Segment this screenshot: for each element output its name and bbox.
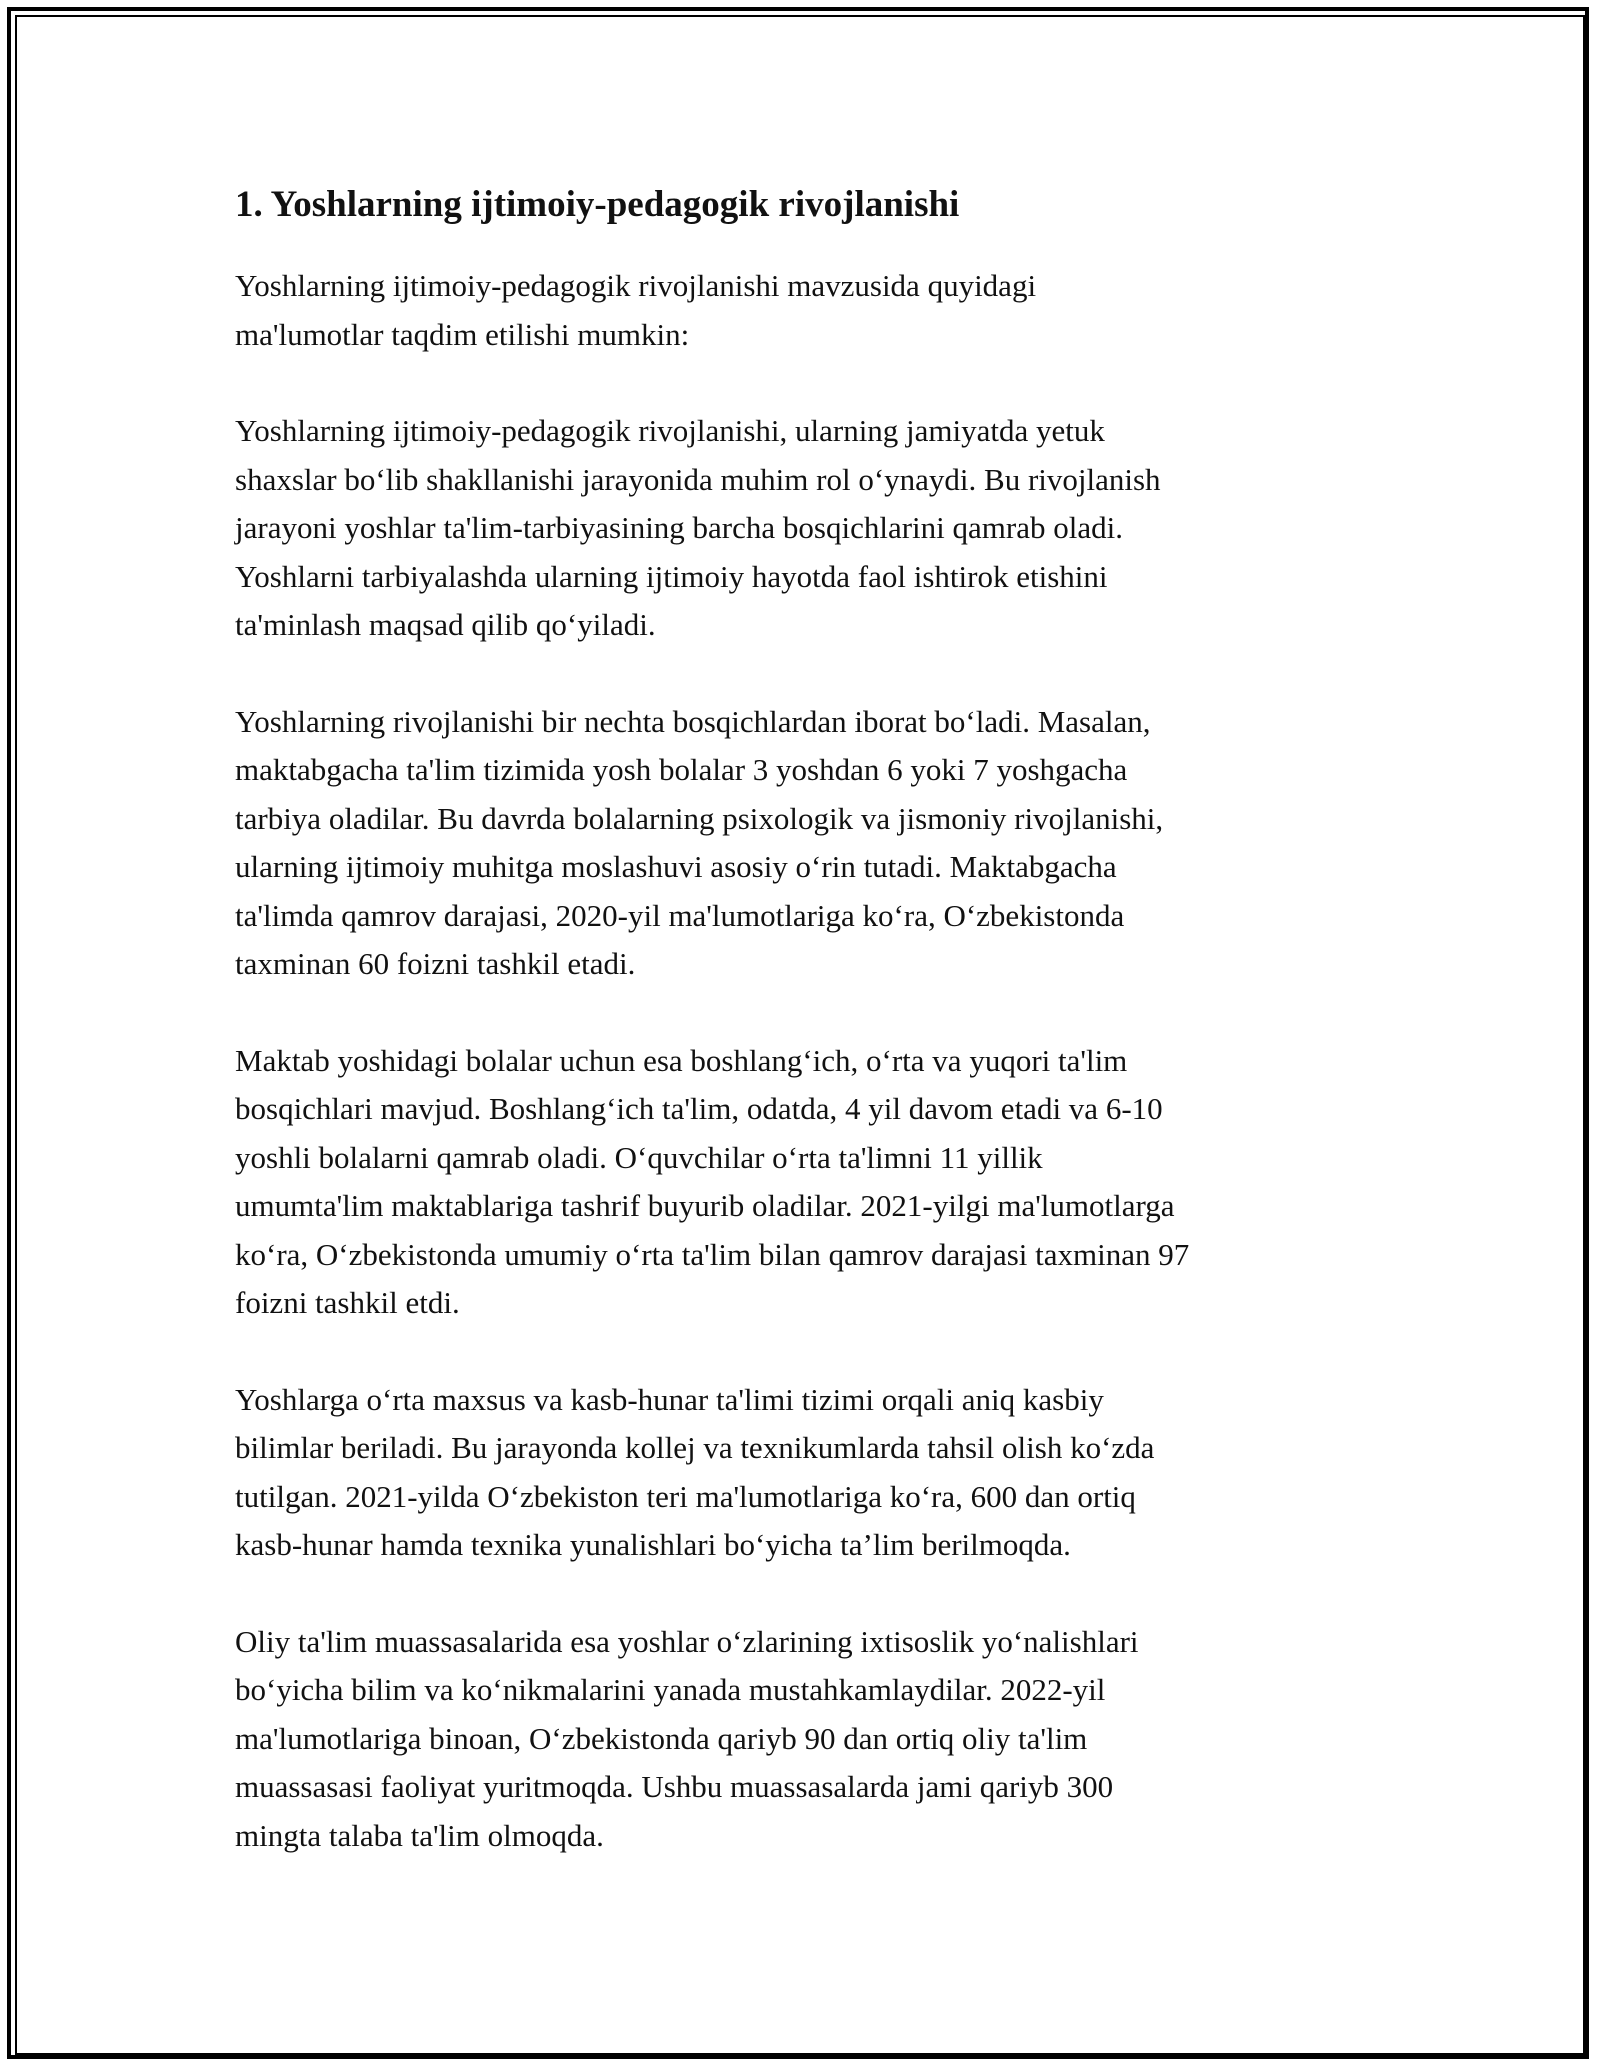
paragraph-line: muassasasi faoliyat yuritmoqda. Ushbu muassasalarda jami qariyb 300 [235,1769,1114,1805]
paragraph-line: Yoshlarning ijtimoiy-pedagogik rivojlanishi mavzusida quyidagi [235,268,1037,304]
paragraph-line: Yoshlarga o‘rta maxsus va kasb-hunar ta'limi tizimi orqali aniq kasbiy [235,1381,1104,1417]
paragraph-line: umumta'lim maktablariga tashrif buyurib oladilar. 2021-yilgi ma'lumotlarga [235,1188,1175,1224]
paragraph-1 [235,262,1385,359]
paragraph-line: ko‘ra, O‘zbekistonda umumiy o‘rta ta'lim bilan qamrov darajasi taxminan 97 [235,1236,1190,1272]
paragraph-line: yoshli bolalarni qamrab oladi. O‘quvchilar o‘rta ta'limni 11 yillik [235,1139,1043,1175]
paragraph-line: bo‘yicha bilim va ko‘nikmalarini yanada mustahkamlaydilar. 2022-yil [235,1672,1106,1708]
paragraph-line: ta'limda qamrov darajasi, 2020-yil ma'lumotlariga ko‘ra, O‘zbekistonda [235,897,1125,933]
paragraph-line: ularning ijtimoiy muhitga moslashuvi asosiy o‘rin tutadi. Maktabgacha [235,849,1117,885]
paragraph-line: taxminan 60 foizni tashkil etadi. [235,946,636,982]
paragraph-line: Maktab yoshidagi bolalar uchun esa boshlang‘ich, o‘rta va yuqori ta'lim [235,1042,1128,1078]
paragraph-line: ta'minlash maqsad qilib qo‘yiladi. [235,607,656,643]
document-body [235,182,1385,1908]
paragraph-line: mingta talaba ta'lim olmoqda. [235,1817,604,1853]
paragraph-line: Oliy ta'lim muassasalarida esa yoshlar o‘zlarining ixtisoslik yo‘nalishlari [235,1623,1139,1659]
document-title: 1. Yoshlarning ijtimoiy-pedagogik rivojlanishi [235,184,960,225]
paragraph-line: bilimlar beriladi. Bu jarayonda kollej va texnikumlarda tahsil olish ko‘zda [235,1430,1155,1466]
paragraph-line: kasb-hunar hamda texnika yunalishlari bo‘yicha ta’lim berilmoqda. [235,1527,1071,1563]
paragraph-line: tutilgan. 2021-yilda O‘zbekiston teri ma'lumotlariga ko‘ra, 600 dan ortiq [235,1478,1136,1514]
paragraph-4 [235,1037,1385,1328]
paragraph-line: shaxslar bo‘lib shakllanishi jarayonida muhim rol o‘ynaydi. Bu rivojlanish [235,461,1161,497]
paragraph-3 [235,698,1385,989]
paragraph-2 [235,407,1385,650]
paragraph-line: Yoshlarning ijtimoiy-pedagogik rivojlanishi, ularning jamiyatda yetuk [235,413,1105,449]
paragraph-line: tarbiya oladilar. Bu davrda bolalarning psixologik va jismoniy rivojlanishi, [235,800,1164,836]
paragraph-line: foizni tashkil etdi. [235,1285,460,1321]
paragraph-line: maktabgacha ta'lim tizimida yosh bolalar 3 yoshdan 6 yoki 7 yoshgacha [235,752,1128,788]
paragraph-line: Yoshlarni tarbiyalashda ularning ijtimoiy hayotda faol ishtirok etishini [235,558,1108,594]
paragraph-line: jarayoni yoshlar ta'lim-tarbiyasining barcha bosqichlarini qamrab oladi. [235,510,1123,546]
paragraph-6 [235,1618,1385,1861]
paragraph-line: ma'lumotlariga binoan, O‘zbekistonda qariyb 90 dan ortiq oliy ta'lim [235,1720,1088,1756]
paragraph-line: Yoshlarning rivojlanishi bir nechta bosqichlardan iborat bo‘ladi. Masalan, [235,703,1151,739]
paragraph-5 [235,1376,1385,1570]
paragraph-line: bosqichlari mavjud. Boshlang‘ich ta'lim, odatda, 4 yil davom etadi va 6-10 [235,1091,1163,1127]
document-paragraphs [235,262,1385,1860]
paragraph-line: ma'lumotlar taqdim etilishi mumkin: [235,316,690,352]
